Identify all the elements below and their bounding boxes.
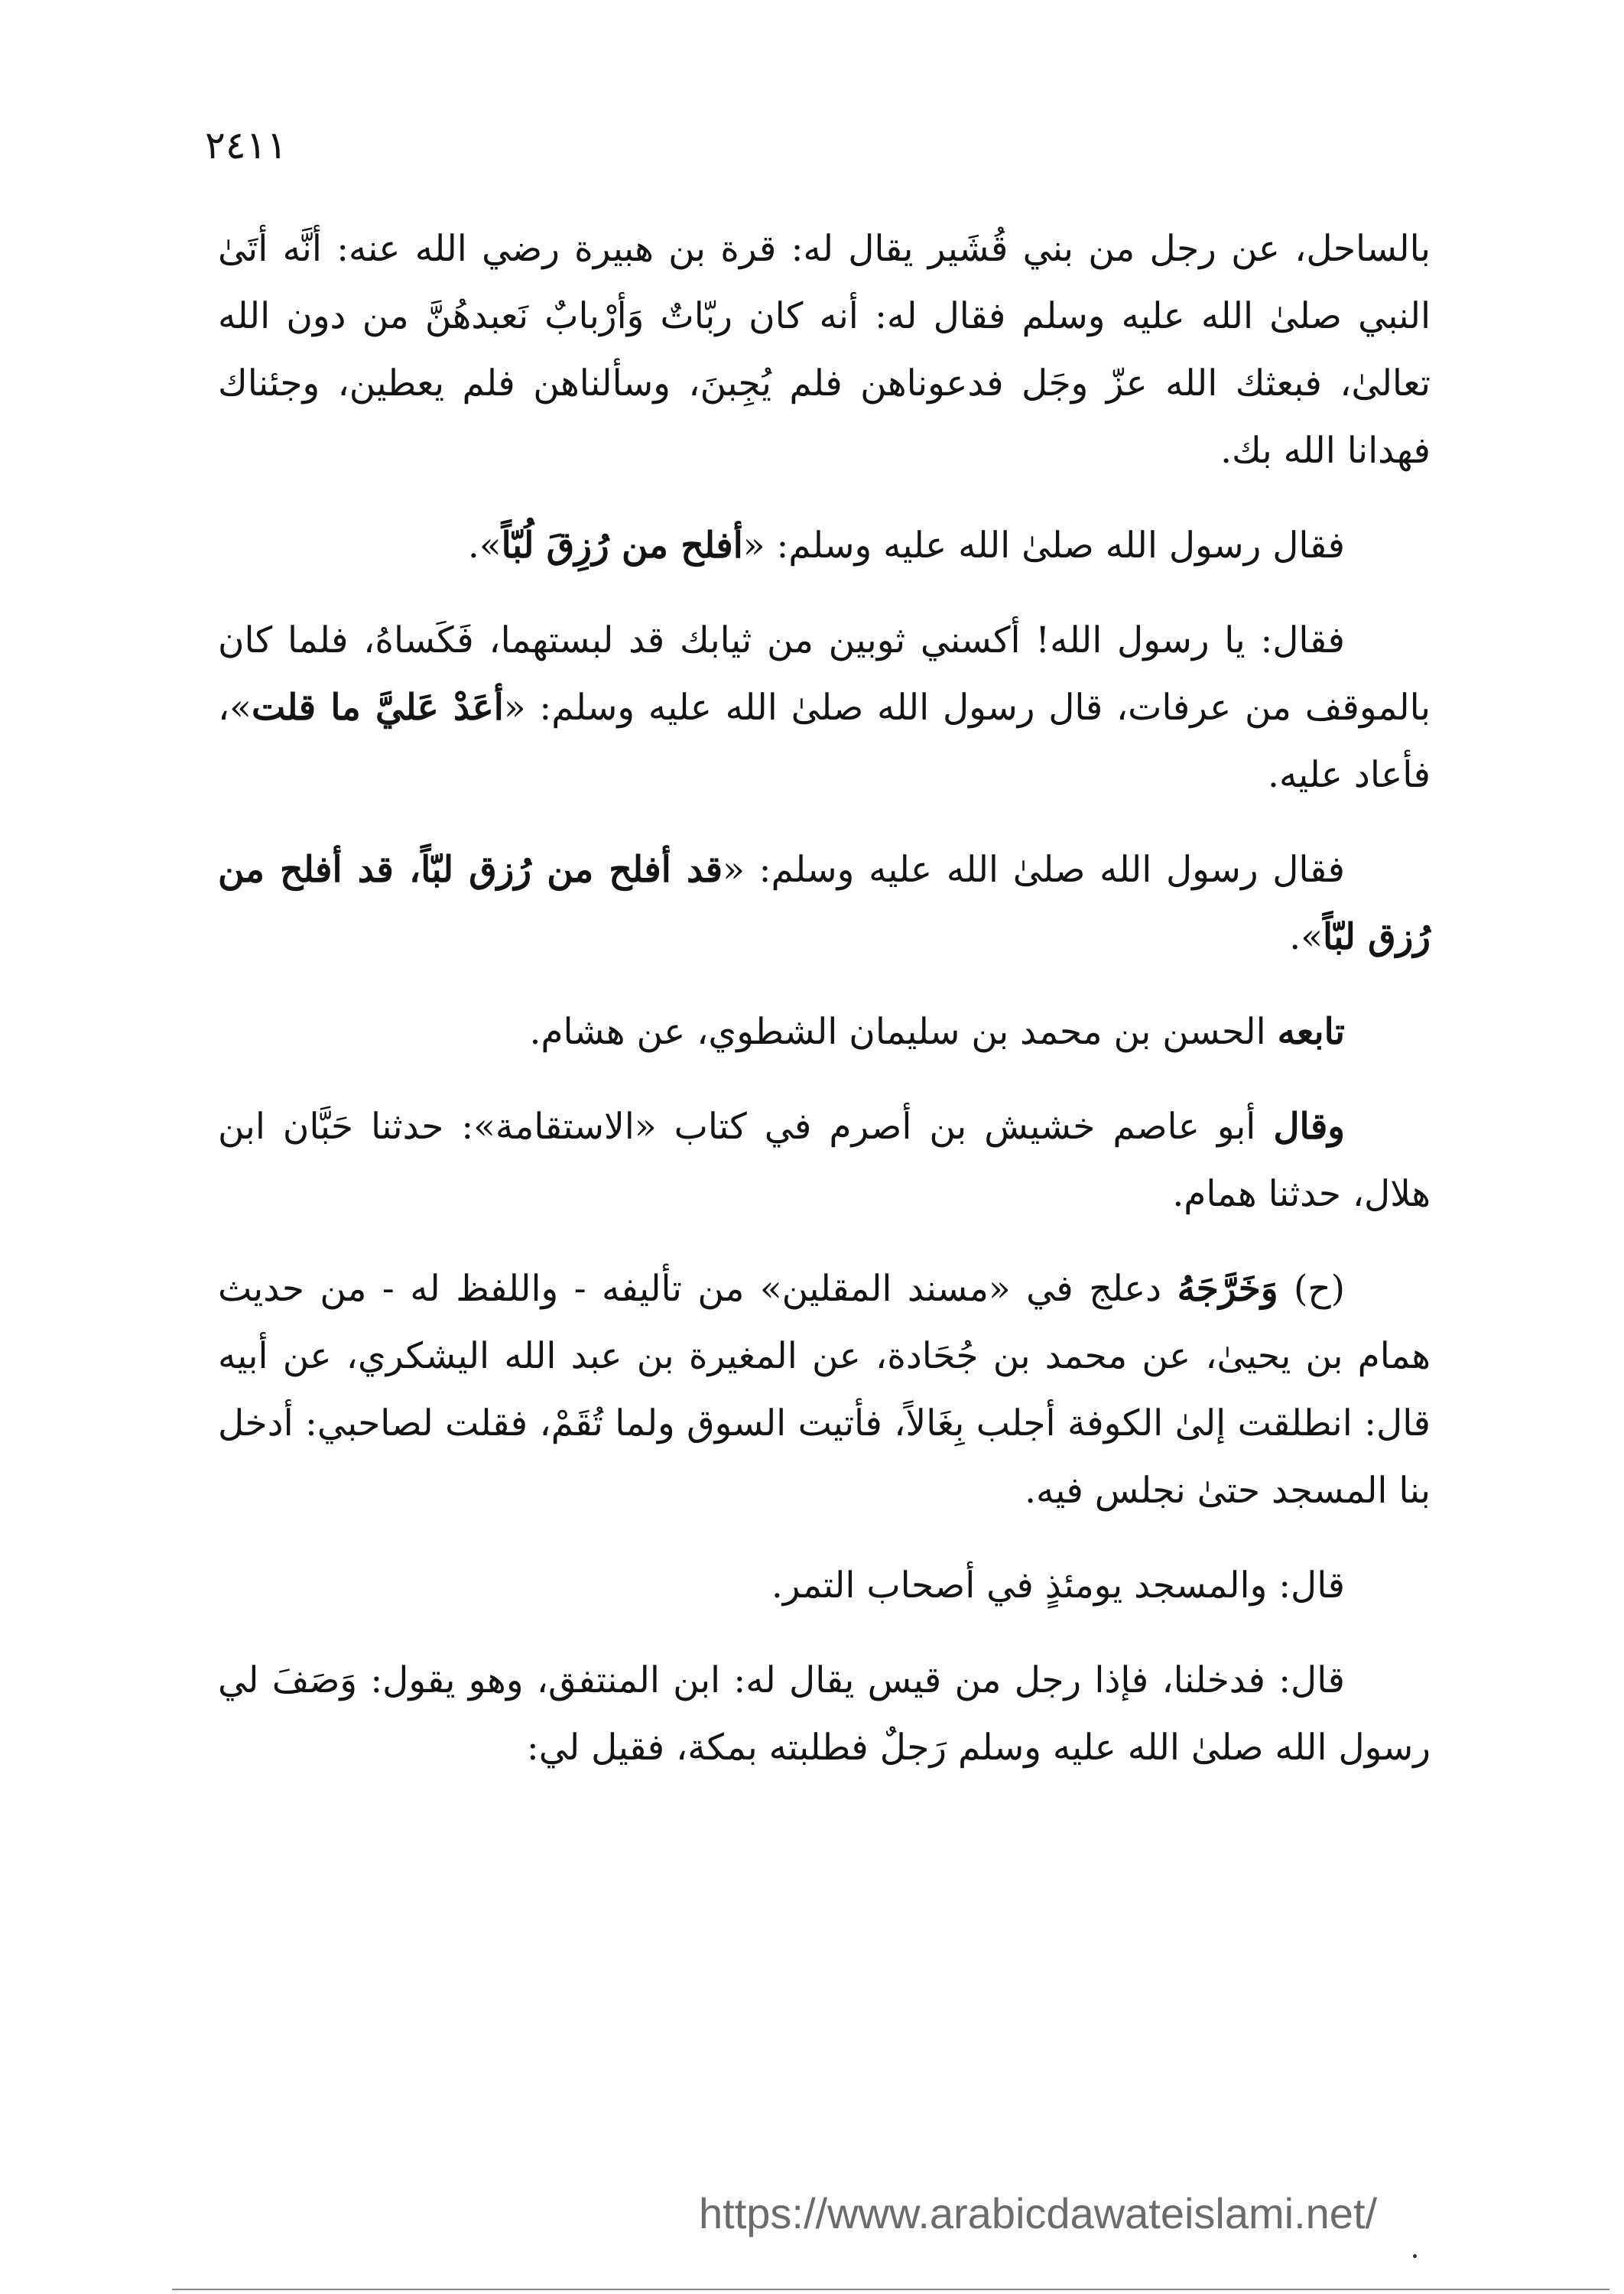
- bottom-rule: [172, 2289, 1609, 2290]
- paragraph-9: قال: فدخلنا، فإذا رجل من قيس يقال له: ابن المنتفق، وهو يقول: وَصَفَ لي رسول الله صلىٰ الله عليه وسلم رَجلٌ فطلبته بمكة، فقيل لي:: [218, 1659, 1431, 1769]
- paragraph-2-lead: فقال رسول الله صلىٰ الله عليه وسلم: «: [742, 525, 1345, 567]
- paragraph-5-tail: الحسن بن محمد بن سليمان الشطوي، عن هشام.: [529, 1011, 1278, 1053]
- paragraph-5: [218, 999, 1431, 1066]
- paragraph-7-tail: دعلج في «مسند المقلين» من تأليفه - واللفظ له - من حديث همام بن يحيىٰ، عن محمد بن جُحَادة، عن المغيرة بن عبد الله اليشكري، عن أبيه قال: انطلقت إلىٰ الكوفة أجلب بِغَالاً، فأتيت السوق ولما تُقَمْ، فقلت لصاحبي: أدخل بنا المسجد حتىٰ نجلس فيه.: [218, 1268, 1431, 1512]
- paragraph-4-tail: ».: [1289, 916, 1323, 958]
- paragraph-3: [218, 607, 1431, 809]
- paragraph-7-keyword: وَخَرَّجَهُ: [1177, 1268, 1278, 1310]
- hadith-quote: أفلح من رُزِقَ لُبّاً: [501, 525, 743, 567]
- paragraph-4: [218, 837, 1431, 971]
- paragraph-7: [218, 1256, 1431, 1525]
- paragraph-6: [218, 1093, 1431, 1228]
- paragraph-5-keyword: تابعه: [1277, 1011, 1345, 1053]
- hadith-quote: قد أفلح من رُزق لبّاً، قد أفلح من رُزق لبّاً: [218, 849, 1431, 958]
- stray-dot: [1413, 2254, 1417, 2258]
- paragraph-6-tail: أبو عاصم خشيش بن أصرم في كتاب «الاستقامة»: حدثنا حَبَّان ابن هلال، حدثنا همام.: [218, 1106, 1431, 1215]
- paragraph-4-lead: فقال رسول الله صلىٰ الله عليه وسلم: «: [723, 849, 1345, 891]
- watermark-url: https://www.arabicdawateislami.net/: [699, 2189, 1378, 2237]
- text-body: [218, 216, 1431, 1782]
- paragraph-7-lead: (ح): [1278, 1268, 1346, 1310]
- paragraph-2: [218, 512, 1431, 580]
- paragraph-3-lead: فقال: يا رسول الله! أكسني ثوبين من ثيابك قد لبستهما، فَكَساهُ، فلما كان بالموقف من عرفات، قال رسول الله صلىٰ الله عليه وسلم: «: [218, 619, 1431, 729]
- page-number: ٢٤١١: [205, 123, 287, 167]
- paragraph-3-tail: »، فأعاد عليه.: [218, 687, 1431, 796]
- paragraph-2-tail: ».: [467, 525, 502, 567]
- hadith-quote: أعَدْ عَليَّ ما قلت: [251, 687, 504, 729]
- paragraph-8: قال: والمسجد يومئذٍ في أصحاب التمر.: [771, 1565, 1345, 1607]
- paragraph-6-keyword: وقال: [1273, 1106, 1345, 1148]
- paragraph-1: بالساحل، عن رجل من بني قُشَير يقال له: قرة بن هبيرة رضي الله عنه: أنَّه أتَىٰ النبي صلىٰ الله عليه وسلم فقال له: أنه كان ربّاتٌ وَأرْبابٌ نَعبدهُنَّ من دون الله تعالىٰ، فبعثك الله عزّ وجَل فدعوناهن فلم يُجِبنَ، وسألناهن فلم يعطين، وجئناك فهدانا الله بك.: [218, 228, 1431, 472]
